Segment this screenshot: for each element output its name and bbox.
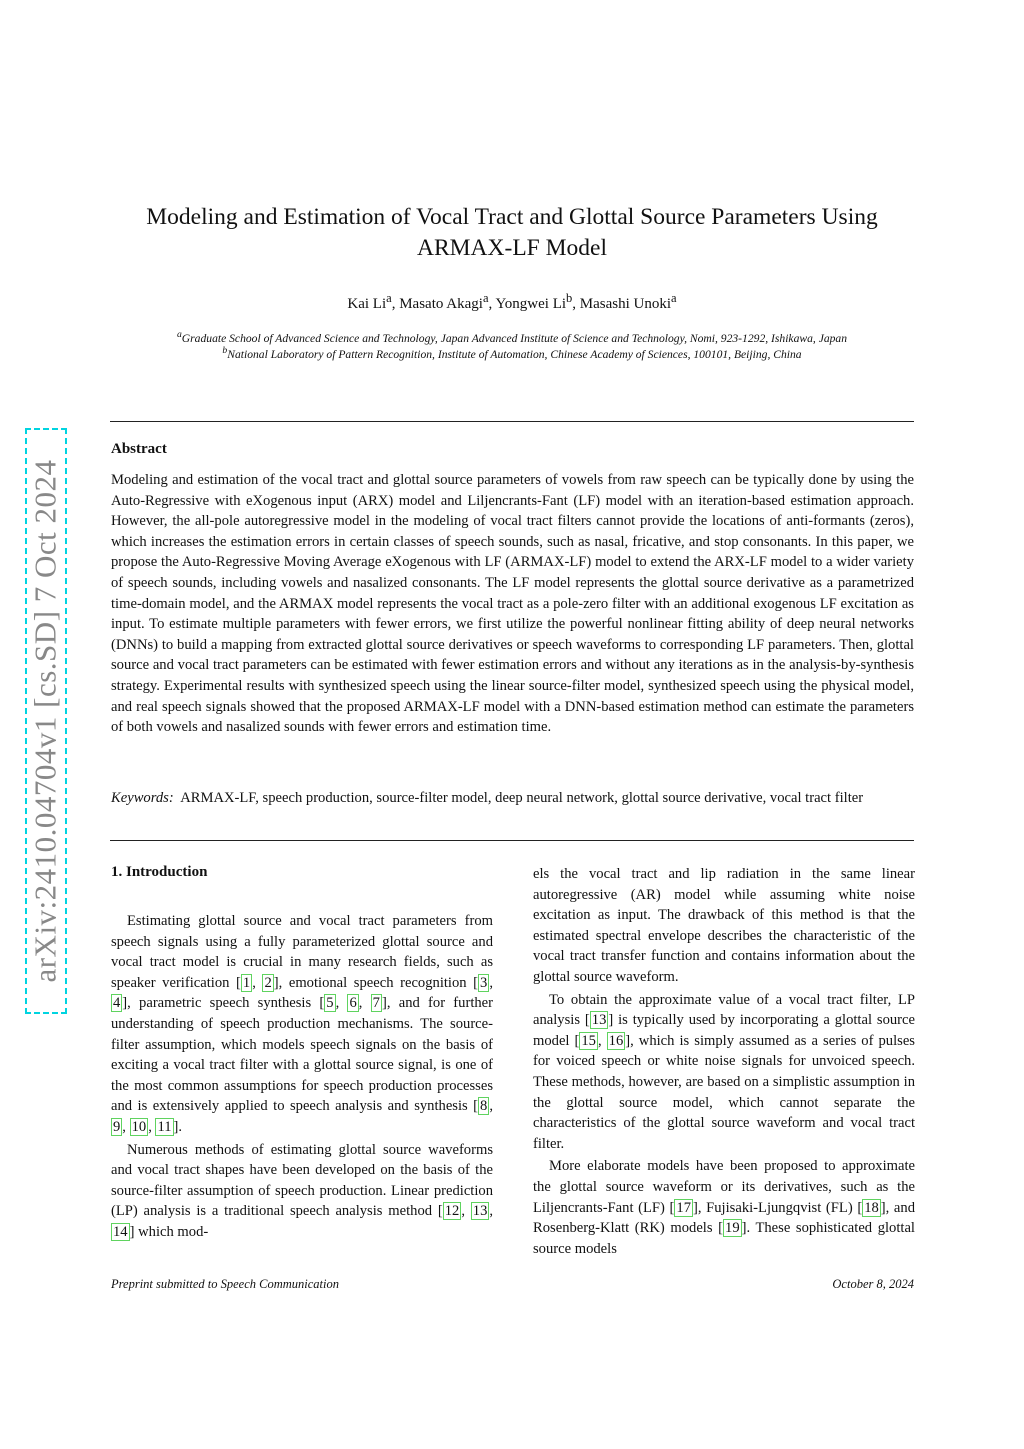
affiliation-b-sup: b [222, 345, 228, 356]
citation-link[interactable]: 14 [113, 1223, 128, 1240]
affiliation-a-sup: a [176, 329, 182, 340]
citation-link[interactable]: 8 [480, 1098, 488, 1115]
affiliation-a [110, 329, 914, 345]
paragraph: Numerous methods of estimating glottal source waveforms and vocal tract shapes have been developed on the basis of the source-filter assumption of speech production. Linear prediction (LP) analysis is a traditional speech analysis method [ 12 , 13 , 14 ] which mod- [111, 1141, 494, 1240]
citation-link[interactable]: 10 [131, 1118, 147, 1135]
author-name: Yongwei Li [495, 296, 567, 312]
author-affil-sup: b [566, 291, 573, 305]
citation-link[interactable]: 11 [157, 1118, 172, 1135]
title-line-2: ARMAX-LF Model [417, 235, 607, 261]
citation-link[interactable]: 12 [444, 1203, 460, 1220]
citation-link[interactable]: 5 [326, 995, 334, 1012]
citation-link[interactable]: 3 [480, 974, 488, 991]
author-affil-sup: a [386, 291, 392, 305]
paragraph: Estimating glottal source and vocal tract parameters from speech signals using a fully parameterized glottal source and vocal tract model is crucial in many research fields, such as speaker verification [ 1 , 2 ], emotional speech recognition [ 3 , 4 ], parametric speech synthesis [ 5 , 6 , 7 ], and for further understanding of speech production mechanisms. The source-filter assumption, which models speech signals on the basis of exciting a vocal tract filter with a glottal source signal, is one of the most common assumptions for speech production processes and is extensively applied to speech analysis and synthesis [ 8 , 9 , 10 , 11 ]. [111, 913, 494, 1135]
author-list: Kai Li$^a$, Masato Akagi$^a$, Yongwei Li$^b$, Masashi Unoki$^a$ [347, 291, 677, 312]
keywords-label: Keywords: [111, 790, 174, 806]
abstract-text: Modeling and estimation of the vocal tract and glottal source parameters of vowels from raw speech can be typically done by using the Auto-Regressive with eXogenous input (ARX) model and Liljencrants-Fant (LF) model with an iteration-based estimation approach. However, the all-pole autoregressive model in the modeling of vocal tract filters cannot provide the locations of anti-formants (zeros), which increases the estimation errors in certain classes of speech sounds, such as nasal, fricative, and stop consonants. In this paper, we propose the Auto-Regressive Moving Average eXogenous with LF (ARMAX-LF) model to extend the ARX-LF model to a wider variety of speech sounds, including vowels and nasalized consonants. The LF model represents the glottal source derivative as a parametrized time-domain model, and the ARMAX model represents the vocal tract as a pole-zero filter with an additional exogenous LF excitation as input. To estimate multiple parameters with fewer errors, we first utilize the powerful nonlinear fitting ability of deep neural networks (DNNs) to build a mapping from extracted glottal source derivatives or speech waveforms to corresponding LF parameters. Then, glottal source and vocal tract parameters can be estimated with fewer estimation errors and without any iterations as in the analysis-by-synthesis strategy. Experimental results with synthesized speech using the linear source-filter model, synthesized speech using the physical model, and real speech signals showed that the proposed ARMAX-LF model with a DNN-based estimation method can estimate the parameters of both vowels and nasalized sounds with fewer errors and estimation time. [111, 472, 914, 736]
bottom-rule [110, 840, 914, 841]
author-name: Masato Akagi [399, 296, 483, 312]
citation-link[interactable]: 2 [264, 974, 272, 991]
affiliation-b-text: National Laboratory of Pattern Recognition, Institute of Automation, Chinese Academy of Sciences, 100101, Beijing, China [227, 347, 802, 361]
citation-link[interactable]: 6 [349, 995, 357, 1012]
citation-link[interactable]: 19 [725, 1220, 740, 1237]
citation-link[interactable]: 13 [591, 1012, 607, 1029]
paragraph: More elaborate models have been proposed to approximate the glottal source waveform or its derivatives, such as the Liljencrants-Fant (LF) [ 17 ], Fujisaki-Ljungqvist (FL) [ 18 ], and Rosenberg-Klatt (RK) models [ 19 ]. These sophisticated glottal source models [533, 1158, 916, 1257]
keywords [111, 788, 914, 809]
top-rule [110, 421, 914, 422]
affiliation-b [110, 345, 914, 361]
affiliation-a-text: Graduate School of Advanced Science and Technology, Japan Advanced Institute of Science and Technology, Nomi, 923-1292, Ishikawa, Japan [181, 331, 848, 345]
author-affil-sup: a [482, 291, 489, 305]
author-name: Kai Li [347, 296, 387, 312]
citation-link[interactable]: 1 [242, 974, 251, 991]
author-name: Masashi Unoki [579, 296, 672, 312]
citation-link[interactable]: 18 [864, 1199, 879, 1216]
paragraph: To obtain the approximate value of a vocal tract filter, LP analysis [ 13 ] is typically used by incorporating a glottal source model [ 15 , 16 ], which is simply assumed as a series of pulses for voiced speech or white noise signals for unvoiced speech. These methods, however, are based on a simplistic assumption in the glottal source model, which cannot separate the characteristics of the glottal source waveform and vocal tract filter. [533, 991, 915, 1152]
arxiv-stamp-text: arXiv:2410.04704v1 [cs.SD] 7 Oct 2024 [28, 459, 63, 983]
citation-link[interactable]: 4 [113, 995, 121, 1012]
title-line-1: Modeling and Estimation of Vocal Tract and Glottal Source Parameters Using [146, 204, 878, 230]
paper-title [110, 202, 914, 264]
section-heading: 1. Introduction [111, 864, 208, 880]
footer-date: October 8, 2024 [832, 1277, 914, 1291]
citation-link[interactable]: 17 [676, 1199, 691, 1216]
left-column [111, 911, 493, 1243]
author-affil-sup: a [671, 291, 677, 305]
citation-link[interactable]: 15 [581, 1032, 596, 1049]
citation-link[interactable]: 16 [608, 1032, 624, 1049]
citation-link[interactable]: 7 [372, 995, 380, 1012]
keywords-text: ARMAX-LF, speech production, source-filter model, deep neural network, glottal source derivative, vocal tract filter [180, 790, 864, 806]
citation-link[interactable]: 13 [472, 1203, 488, 1220]
footer-journal: Preprint submitted to Speech Communication [111, 1277, 339, 1291]
citation-link[interactable]: 9 [113, 1118, 121, 1135]
arxiv-stamp[interactable] [25, 428, 67, 1014]
right-column [533, 864, 915, 1259]
abstract-heading: Abstract [111, 441, 167, 457]
paragraph: els the vocal tract and lip radiation in the same linear autoregressive (AR) model while assuming white noise excitation as input. The drawback of this method is that the estimated spectral envelope describes the characteristic of the vocal tract transfer function and contains information about the glottal source waveform. [533, 866, 915, 985]
